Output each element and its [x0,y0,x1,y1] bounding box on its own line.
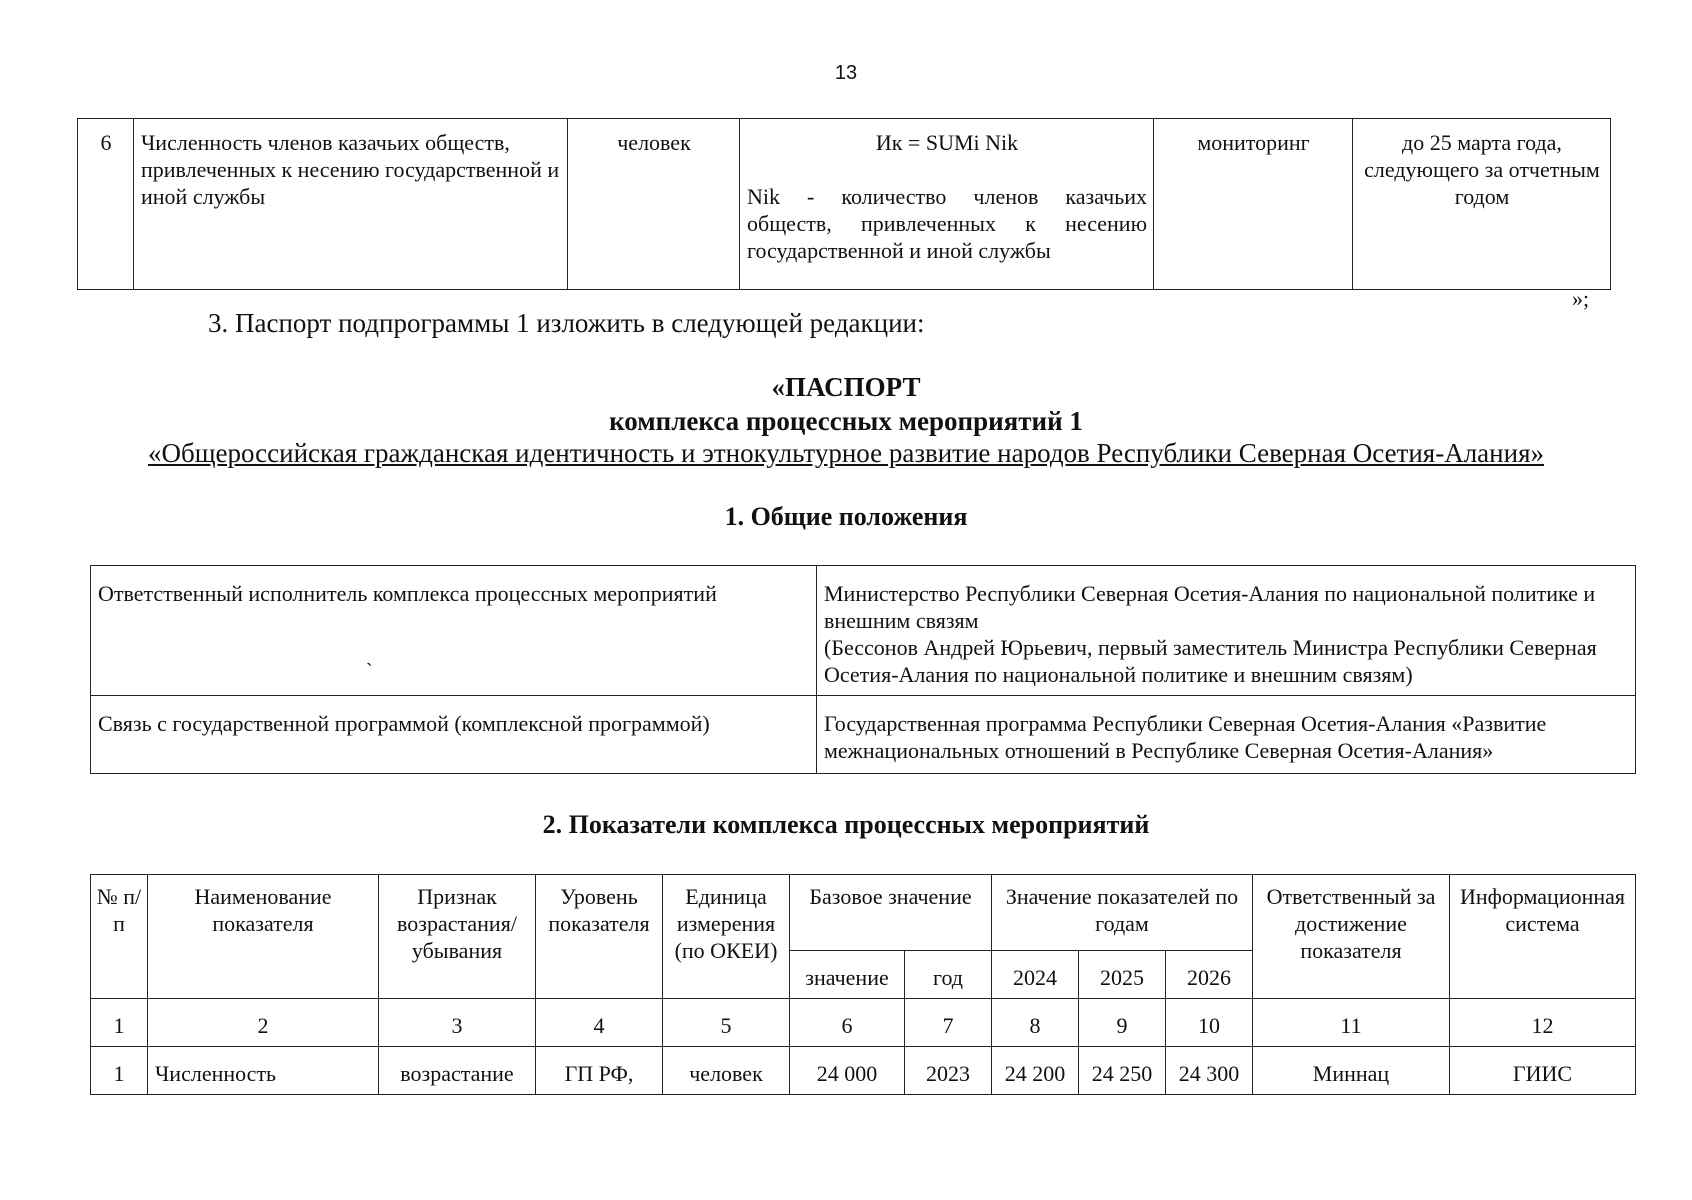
header-base-year: год [905,951,992,999]
complex-title: комплекса процессных мероприятий 1 [609,406,1083,436]
header-row [91,875,1636,951]
section-2-title: 2. Показатели комплекса процессных мероприятий [542,810,1150,839]
section-1-title: 1. Общие положения [724,502,968,531]
complex-name: «Общероссийская гражданская идентичность и этнокультурное развитие народов Республики Северная Осетия-Алания» [148,438,1544,468]
deadline-cell: до 25 марта года, следующего за отчетным годом [1353,119,1611,290]
col-num: 3 [379,999,536,1047]
indicators-table [90,874,1636,1095]
col-num: 10 [1166,999,1253,1047]
indicator-method-table [77,118,1611,290]
col-num: 8 [992,999,1079,1047]
table-row [91,1047,1636,1095]
closing-quote: »; [1572,286,1590,311]
program-link-label: Связь с государственной программой (комплексной программой) [91,696,817,774]
col-num: 4 [536,999,663,1047]
header-sign: Признак возрастания/ убывания [379,875,536,999]
formula: Ик = SUMi Nik [875,130,1019,155]
responsible-value [817,566,1636,696]
formula-description: Nik - количество членов казачьих обществ, привлеченных к несению государственной и иной службы [747,184,1147,263]
cell-2026: 24 300 [1166,1047,1253,1095]
cell-responsible: Миннац [1253,1047,1450,1095]
general-provisions-table [90,565,1636,774]
header-2026: 2026 [1166,951,1253,999]
page-number: 13 [834,62,858,84]
col-num: 11 [1253,999,1450,1047]
header-name: Наименование показателя [148,875,379,999]
paragraph-3: 3. Паспорт подпрограммы 1 изложить в следующей редакции: [208,308,925,338]
responsible-label: Ответственный исполнитель комплекса процессных мероприятий [91,566,817,696]
method-cell: мониторинг [1154,119,1353,290]
stray-mark: ` [366,660,373,682]
table-row [78,119,1611,290]
col-num: 5 [663,999,790,1047]
col-num: 2 [148,999,379,1047]
table-row [91,696,1636,774]
header-level: Уровень показателя [536,875,663,999]
cell-unit: человек [663,1047,790,1095]
cell-sign: возрастание [379,1047,536,1095]
col-num: 7 [905,999,992,1047]
row-number: 6 [78,119,134,290]
cell-system: ГИИС [1450,1047,1636,1095]
header-num: № п/п [91,875,148,999]
header-by-years: Значение показателей по годам [992,875,1253,951]
formula-cell [740,119,1154,290]
header-base: Базовое значение [790,875,992,951]
table-row [91,566,1636,696]
program-link-value: Государственная программа Республики Северная Осетия-Алания «Развитие межнациональных отношений в Республике Северная Осетия-Алания» [817,696,1636,774]
unit-cell: человек [568,119,740,290]
header-base-value: значение [790,951,905,999]
cell-num: 1 [91,1047,148,1095]
cell-level: ГП РФ, [536,1047,663,1095]
cell-name: Численность [148,1047,379,1095]
indicator-name: Численность членов казачьих обществ, привлеченных к несению государственной и иной службы [134,119,568,290]
cell-2025: 24 250 [1079,1047,1166,1095]
col-num: 1 [91,999,148,1047]
col-num: 6 [790,999,905,1047]
header-2024: 2024 [992,951,1079,999]
header-2025: 2025 [1079,951,1166,999]
cell-2024: 24 200 [992,1047,1079,1095]
cell-base-value: 24 000 [790,1047,905,1095]
col-num: 12 [1450,999,1636,1047]
header-responsible: Ответственный за достижение показателя [1253,875,1450,999]
responsible-person: (Бессонов Андрей Юрьевич, первый заместитель Министра Республики Северная Осетия-Алания по национальной политике и внешним связям) [824,635,1597,687]
col-num: 9 [1079,999,1166,1047]
header-system: Информационная система [1450,875,1636,999]
ministry-name: Министерство Республики Северная Осетия-Алания по национальной политике и внешним связям [824,581,1596,633]
cell-base-year: 2023 [905,1047,992,1095]
column-numbers-row [91,999,1636,1047]
header-unit: Единица измерения (по ОКЕИ) [663,875,790,999]
passport-title: «ПАСПОРТ [771,372,921,402]
